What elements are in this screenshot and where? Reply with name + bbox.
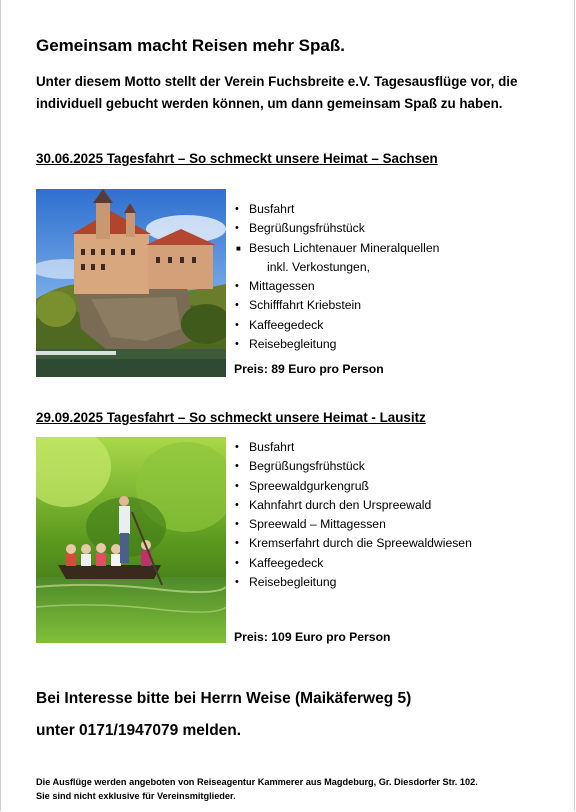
castle-photo bbox=[36, 189, 226, 377]
bullet-icon: • bbox=[235, 441, 239, 453]
intro-text: Unter diesem Motto stellt der Verein Fuchsbreite e.V. Tagesausflüge vor, die individuell gebucht werden können, um dann gemeinsam Spaß zu haben. bbox=[36, 74, 518, 111]
contact-line-1: Bei Interesse bitte bei Herrn Weise (Maikäferweg 5) bbox=[36, 690, 412, 707]
list-item: • Kremserfahrt durch die Spreewaldwiesen bbox=[234, 534, 472, 553]
bullet-icon: • bbox=[235, 318, 239, 331]
bullet-icon: • bbox=[235, 556, 239, 569]
contact-line-2: unter 0171/1947079 melden. bbox=[36, 722, 242, 739]
list-item: • Schifffahrt Kriebstein bbox=[234, 296, 439, 315]
bullet-icon: • bbox=[235, 299, 239, 312]
trip1-list bbox=[234, 200, 439, 354]
bullet-icon: • bbox=[235, 479, 239, 492]
list-item: • Busfahrt bbox=[234, 200, 439, 219]
spreewald-photo bbox=[36, 437, 226, 643]
list-item: • Kaffeegedeck bbox=[234, 316, 439, 335]
bullet-icon: • bbox=[235, 338, 239, 351]
square-bullet-icon: ■ bbox=[236, 243, 241, 253]
trip2-list bbox=[234, 438, 472, 592]
footer-line-2: Sie sind nicht exklusive für Vereinsmitglieder. bbox=[36, 791, 236, 801]
footer-note bbox=[36, 775, 566, 803]
trip1-price: Preis: 89 Euro pro Person bbox=[234, 362, 384, 376]
list-item: • Spreewald – Mittagessen bbox=[234, 515, 472, 534]
bullet-icon: • bbox=[235, 280, 239, 293]
bullet-icon: • bbox=[235, 498, 239, 511]
list-item: ■ Besuch Lichtenauer Mineralquellen bbox=[234, 239, 439, 258]
bullet-icon: • bbox=[235, 518, 239, 531]
list-item: • Begrüßungsfrühstück bbox=[234, 457, 472, 476]
list-item: • Begrüßungsfrühstück bbox=[234, 219, 439, 238]
list-item: • Reisebegleitung bbox=[234, 335, 439, 354]
bullet-icon: • bbox=[235, 222, 239, 235]
trip2-price: Preis: 109 Euro pro Person bbox=[234, 630, 391, 644]
page-title: Gemeinsam macht Reisen mehr Spaß. bbox=[36, 36, 345, 55]
trip2-title: 29.09.2025 Tagesfahrt – So schmeckt unsere Heimat - Lausitz bbox=[36, 410, 426, 425]
list-item: • Spreewaldgurkengruß bbox=[234, 477, 472, 496]
list-item: • Reisebegleitung bbox=[234, 573, 472, 592]
bullet-icon: • bbox=[235, 203, 239, 215]
bullet-icon: • bbox=[235, 460, 239, 473]
list-item: • Mittagessen bbox=[234, 277, 439, 296]
trip1-title: 30.06.2025 Tagesfahrt – So schmeckt unsere Heimat – Sachsen bbox=[36, 151, 438, 166]
list-item: • Kahnfahrt durch den Urspreewald bbox=[234, 496, 472, 515]
bullet-icon: • bbox=[235, 576, 239, 589]
bullet-icon: • bbox=[235, 537, 239, 550]
list-item: • Busfahrt bbox=[234, 438, 472, 457]
list-item-continuation: inkl. Verkostungen, bbox=[267, 259, 370, 274]
list-item: • Kaffeegedeck bbox=[234, 554, 472, 573]
footer-line-1: Die Ausflüge werden angeboten von Reiseagentur Kammerer aus Magdeburg, Gr. Diesdorfer Str. 102. bbox=[36, 777, 478, 787]
